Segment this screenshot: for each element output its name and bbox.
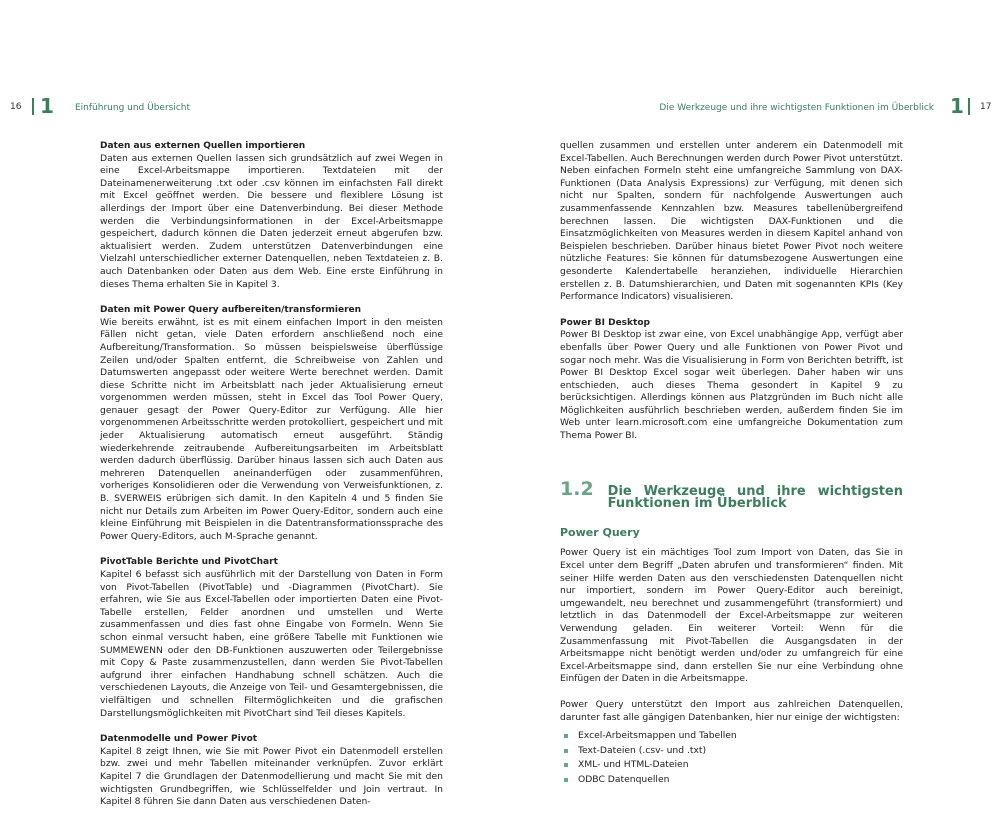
list-item-text: Excel-Arbeitsmappen und Tabellen <box>578 730 737 742</box>
bullet-icon <box>564 734 568 738</box>
left-chapter-number: 1 <box>40 94 54 118</box>
list-item-text: Text-Dateien (.csv- und .txt) <box>578 744 707 756</box>
left-page-number: 16 <box>10 102 22 112</box>
right-page-number: 17 <box>980 102 992 112</box>
section-power-query-transform <box>100 304 443 543</box>
section-heading: Daten aus externen Quellen importieren <box>100 141 306 151</box>
section-paragraph: Kapitel 8 zeigt Ihnen, wie Sie mit Power Pivot ein Datenmodell erstellen bzw. zwei und mehr Tabellen miteinander verknüpfen. Zuvor erklärt Kapitel 7 die Grundlagen der Datenmodellierung und macht Sie mit den wichtigsten Grundbegriffen, wie Schlüsselfelder und Join vertraut. In Kapitel 8 führen Sie dann Daten aus verschiedenen Daten- <box>100 745 443 808</box>
power-bi-paragraph: Power BI Desktop ist zwar eine, von Excel unabhängige App, verfügt aber ebenfalls über Power Query und alle Funktionen von Power Pivot und sogar noch mehr. Was die Visualisierung in Form von Berichten betrifft, ist Power BI Desktop Excel sogar weit überlegen. Daher haben wir uns entschieden, auch dieses Thema gesondert in Kapitel 9 zu berücksichtigen. Allerdings können aus Platzgründen im Buch nicht alle Möglichkeiten ausführlich beschrieben werden, außerdem finden Sie im Web unter learn.microsoft.com eine umfangreiche Dokumentation zum Thema Power BI. <box>560 329 903 442</box>
right-page-header <box>500 94 1000 118</box>
right-column <box>560 140 903 789</box>
list-item <box>578 759 903 772</box>
datasource-list <box>560 730 903 786</box>
power-bi-heading: Power BI Desktop <box>560 317 650 328</box>
left-column <box>100 140 443 822</box>
left-page-header <box>0 94 500 118</box>
right-chapter-number: 1 <box>950 94 964 118</box>
section-paragraph: Wie bereits erwähnt, ist es mit einem einfachen Import in den meisten Fällen nicht getan, viele Daten erfordern anschließend noch eine Aufbereitung/Transformation. So müssen beispielsweise überflüssige Zeilen und/oder Spalten entfernt, die Schreibweise von Zahlen und Datumswerten angepasst oder weitere Werte berechnet werden. Damit diese Schritte nicht im Arbeitsblatt nach jeder Aktualisierung erneut vorgenommen werden müssen, steht in Excel das Tool Power Query, genauer gesagt der Power Query-Editor zur Verfügung. Alle hier vorgenommenen Arbeitsschritte werden protokolliert, gespeichert und mit jeder Aktualisierung automatisch erneut ausgeführt. Ständig wiederkehrende zeitraubende Aufbereitungsarbeiten im Arbeitsblatt werden dadurch überflüssig. Darüber hinaus lassen sich auch Daten aus mehreren Datenquellen aneinanderfügen oder zusammenführen, vorheriges Konsolidieren oder die Verwendung von Verweisfunktionen, z. B. SVERWEIS erübrigen sich damit. In den Kapiteln 4 und 5 finden Sie nicht nur Details zum Arbeiten im Power Query-Editor, sondern auch eine kleine Einführung mit Beispielen in die Datentransformationssprache des Power Query-Editors, auch M-Sprache genannt. <box>100 316 443 542</box>
section-heading: Daten mit Power Query aufbereiten/transformieren <box>100 305 362 316</box>
list-item <box>578 745 903 758</box>
list-item <box>578 730 903 743</box>
section-external-import <box>100 140 443 291</box>
section-paragraph: Kapitel 6 befasst sich ausführlich mit der Darstellung von Daten in Form von Pivot-Tabellen (PivotTable) und -Diagrammen (PivotChart). Sie erfahren, wie Sie aus Excel-Tabellen oder importierten Daten eine Pivot-Tabelle erstellen, Felder anordnen und umstellen und Werte zusammenfassen und dies fast ohne Eingabe von Formeln. Wenn Sie schon einmal versucht haben, eine größere Tabelle mit Funktionen wie SUMMEWENN oder den DB-Funktionen auszuwerten oder Teilergebnisse mit Copy & Paste zusammenzustellen, dann werden Sie Pivot-Tabellen aufgrund ihrer einfachen Handhabung schnell schätzen. Auch die verschiedenen Layouts, die Anzeige von Teil- und Gesamtergebnissen, die vielfältigen und schnellen Filtermöglichkeiten und die grafischen Darstellungsmöglichkeiten mit PivotChart sind Teil dieses Kapitels. <box>100 569 443 719</box>
right-section-title: Die Werkzeuge und ihre wichtigsten Funktionen im Überblick <box>659 103 934 113</box>
right-header-divider <box>968 98 970 115</box>
bullet-icon <box>564 749 568 753</box>
list-item <box>578 774 903 787</box>
bullet-icon <box>564 763 568 767</box>
list-item-text: ODBC Datenquellen <box>578 773 670 785</box>
continuation-paragraph: quellen zusammen und erstellen unter anderem ein Datenmodell mit Excel-Tabellen. Auch Berechnungen werden durch Power Pivot unterstützt. Neben einfachen Formeln steht eine umfangreiche Sammlung von DAX-Funktionen (Data Analysis Expressions) zur Verfügung, mit denen sich nicht nur Spalten, sondern für nachfolgende Auswertungen auch zusammenfassende Kennzahlen bzw. Measures tabellenübergreifend berechnen lassen. Die wichtigsten DAX-Funktionen und die Einsatzmöglichkeiten von Measures werden in diesem Kapitel anhand von Beispielen beschrieben. Darüber hinaus bietet Power Pivot noch weitere nützliche Features: Sie können für datumsbezogene Auswertungen eine gesonderte Kalendertabelle heranziehen, individuelle Hierarchien erstellen z. B. Datumshierarchien, und Daten mit sogenannten KPIs (Key Performance Indicators) visualisieren. <box>560 140 903 303</box>
bullet-icon <box>564 778 568 782</box>
left-header-divider <box>32 98 34 115</box>
left-chapter-title: Einführung und Übersicht <box>75 103 191 113</box>
section-heading: Datenmodelle und Power Pivot <box>100 734 258 745</box>
list-item-text: XML- und HTML-Dateien <box>578 759 689 771</box>
power-query-heading: Power Query <box>560 525 640 539</box>
section-1-2-heading <box>560 477 903 512</box>
section-number: 1.2 <box>560 477 594 500</box>
section-datamodel <box>100 733 443 809</box>
power-query-paragraph-2: Power Query unterstützt den Import aus zahlreichen Datenquellen, darunter fast alle gängigen Datenbanken, hier nur einige der wichtigsten: <box>560 698 903 723</box>
section-pivottable <box>100 556 443 720</box>
section-paragraph: Daten aus externen Quellen lassen sich grundsätzlich auf zwei Wegen in eine Excel-Arbeitsmappe importieren. Textdateien mit der Dateinamenerweiterung .txt oder .csv können im einfachsten Fall direkt mit Excel geöffnet werden. Die bessere und flexiblere Lösung ist allerdings der Import über eine Datenverbindung. Bei dieser Methode werden die Verbindungsinformationen in der Excel-Arbeitsmappe gespeichert, dadurch können die Daten jederzeit erneut abgerufen bzw. aktualisiert werden. Zudem unterstützen Datenverbindungen eine Vielzahl unterschiedlicher externer Datenquellen, neben Textdateien z. B. auch Datenbanken oder Daten aus dem Web. Eine erste Einführung in dieses Thema erhalten Sie in Kapitel 3. <box>100 152 443 290</box>
section-heading: PivotTable Berichte und PivotChart <box>100 557 278 568</box>
power-query-paragraph-1: Power Query ist ein mächtiges Tool zum Import von Daten, das Sie in Excel unter dem Begriff „Daten abrufen und transformieren“ finden. Mit seiner Hilfe werden Daten aus den verschiedensten Datenquellen nicht nur importiert, sondern im Power Query-Editor auch bereinigt, umgewandelt, neu berechnet und zusammengeführt (transformiert) und letztlich in das Datenmodell der Excel-Arbeitsmappe zur weiteren Verwendung geladen. Ein weiterer Vorteil: Wenn für die Zusammenfassung mit Pivot-Tabellen die Ausgangsdaten in der Arbeitsmappe nicht benötigt werden und/oder zu umfangreich für eine Excel-Arbeitsmappe sind, dann erstellen Sie nur eine Verbindung ohne Einfügen der Daten in die Arbeitsmappe. <box>560 547 903 685</box>
section-title: Die Werkzeuge und ihre wichtigsten Funktionen im Überblick <box>607 483 903 512</box>
